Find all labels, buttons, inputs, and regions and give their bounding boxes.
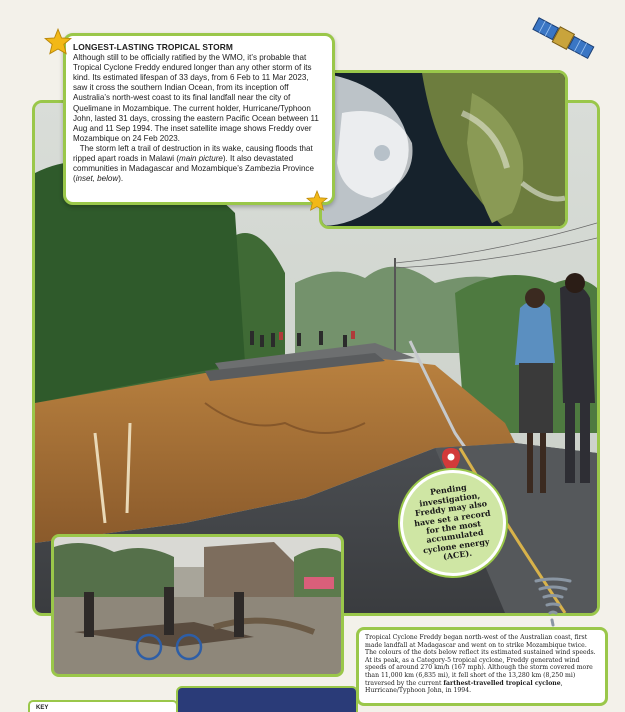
- tornado-icon: [532, 575, 574, 627]
- paragraph-2-part-c: ).: [118, 174, 124, 184]
- star-icon: [44, 28, 72, 56]
- paragraph-2-inset-ref: inset, below: [75, 174, 119, 184]
- key-label: KEY: [36, 705, 49, 711]
- article-text-box: [63, 33, 335, 205]
- track-description-box: [356, 627, 608, 706]
- description-text-a: Tropical Cyclone Freddy began north-west of the Australian coast, first made landfall at Madagascar and went on to strike Mozambique twice. The colours of the dots below reflect its estimated sustained wind speeds. At its peak, as a Category-5 tropical cyclone, Freddy generated wind speeds of around 270 km/h (167 mph). Although the storm covered more than 11,000 km (6,835 mi), it fell short of the 13,280 km (8,250 mi) traversed by the current: [365, 634, 596, 687]
- storm-track-map: [176, 686, 358, 712]
- inset-satellite-image: [319, 70, 568, 229]
- article-paragraph-2: [73, 144, 325, 184]
- callout-text: Pending investigation, Freddy may also have set a record for the most accumulated cyclone energy (ACE).: [413, 482, 492, 562]
- paragraph-2-part-a: The storm left a trail of destruction in its wake, causing floods that ripped apart roads in Malawi (: [73, 143, 313, 164]
- paragraph-2-main-ref: main picture: [179, 154, 223, 164]
- star-icon: [306, 190, 328, 212]
- description-bold-record: farthest-travelled tropical cyclone: [443, 679, 561, 687]
- satellite-icon: [528, 8, 600, 70]
- article-heading: LONGEST-LASTING TROPICAL STORM: [73, 42, 233, 52]
- map-key-box: [28, 700, 178, 712]
- article-paragraph-1: Although still to be officially ratified by the WMO, it’s probable that Tropical Cyclone Freddy endured longer than any other storm of its kind. Its estimated lifespan of 33 days, from 6 Feb to 11 Mar 2023, saw it cross the southern Indian Ocean, from its inception off Australia’s north-west coast to its final landfall near the city of Quelimane in Mozambique. The current holder, Hurricane/Typhoon John, lasted 31 days, crossing the eastern Pacific Ocean between 11 Aug and 11 Sep 1994. The inset satellite image shows Freddy over Mozambique on 24 Feb 2023.: [73, 53, 319, 143]
- description-text-b: , Hurricane/Typhoon John, in 1994.: [365, 679, 563, 695]
- inset-photo-zambezia: [51, 534, 344, 677]
- paragraph-2-part-b: ). It also devastated communities in Madagascar and Mozambique’s Zambezia Province (: [73, 154, 314, 184]
